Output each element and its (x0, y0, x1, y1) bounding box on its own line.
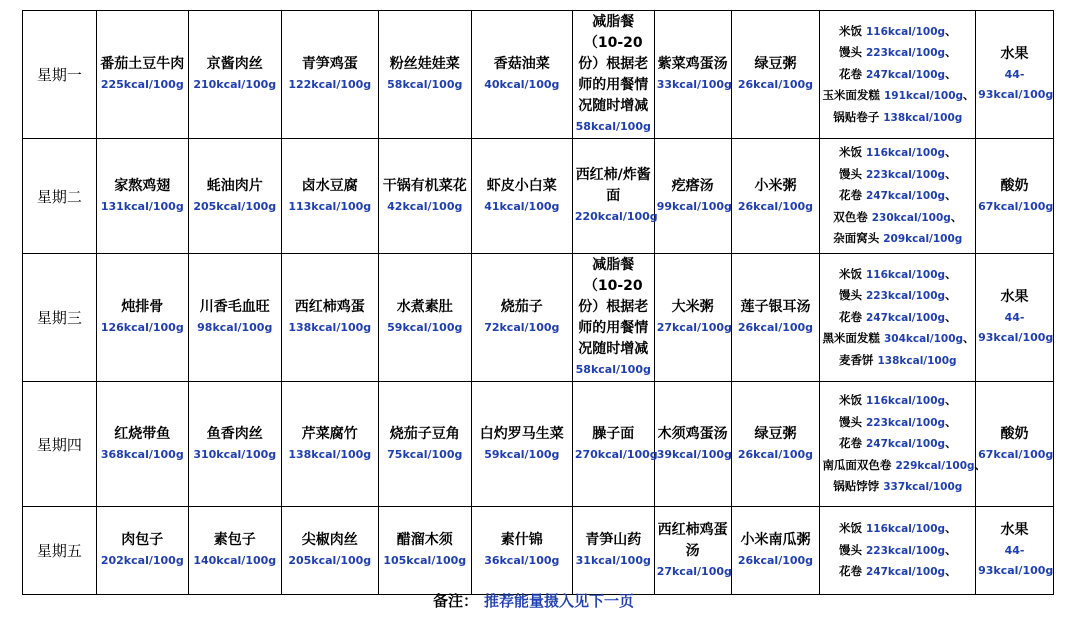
dish-kcal: 59kcal/100g (387, 321, 463, 334)
staple-kcal: 247kcal/100g (865, 311, 946, 324)
dish-cell (731, 139, 820, 254)
dish-cell (572, 11, 654, 139)
dish-kcal: 26kcal/100g (737, 321, 814, 334)
dish-name: 京酱肉丝 (206, 56, 263, 72)
staple-name: 锅贴卷子 (833, 109, 880, 124)
staple-name: 馒头 (838, 542, 862, 557)
day-cell: 星期五 (23, 507, 97, 595)
dish-cell (188, 139, 281, 254)
day-cell: 星期四 (23, 382, 97, 507)
dish-cell (281, 507, 378, 595)
staple-name: 花卷 (838, 309, 862, 324)
note-label: 备注： (432, 592, 478, 610)
staple-item (822, 185, 973, 207)
staple-separator: 、 (945, 166, 957, 181)
dish-name: 肉包子 (121, 532, 164, 548)
dish-cell (572, 139, 658, 254)
staples-cell (820, 139, 976, 254)
dish-cell (96, 11, 188, 139)
day-cell: 星期三 (23, 254, 97, 382)
staple-kcal: 116kcal/100g (865, 268, 946, 281)
dish-kcal: 58kcal/100g (575, 363, 651, 376)
staple-kcal: 304kcal/100g (883, 333, 964, 346)
extra-kcal: 67kcal/100g (978, 447, 1054, 461)
staple-kcal: 209kcal/100g (883, 233, 963, 246)
dish-kcal: 26kcal/100g (737, 447, 814, 461)
dish-kcal: 33kcal/100g (656, 78, 732, 91)
dish-kcal: 205kcal/100g (193, 199, 277, 213)
dish-name: 水煮素肚 (396, 299, 453, 315)
staple-name: 米饭 (838, 521, 862, 536)
dish-name: 绿豆粥 (754, 56, 797, 72)
dish-name: 减脂餐（10-20 份）根据老师的用餐情况随时增减 (578, 14, 649, 114)
dish-cell (731, 11, 820, 139)
dish-cell (188, 507, 281, 595)
staple-kcal: 223kcal/100g (865, 47, 946, 60)
staple-name: 馒头 (838, 166, 862, 181)
dish-kcal: 131kcal/100g (100, 199, 184, 213)
dish-name: 绿豆粥 (754, 425, 797, 442)
staple-item (822, 21, 973, 43)
dish-cell (471, 11, 572, 139)
dish-kcal: 41kcal/100g (484, 199, 560, 213)
staple-kcal: 223kcal/100g (865, 544, 946, 557)
dish-kcal: 26kcal/100g (737, 554, 814, 567)
dish-kcal: 205kcal/100g (288, 554, 372, 567)
dish-cell (96, 139, 188, 254)
dish-name: 家熬鸡翅 (114, 177, 171, 194)
staple-separator: 、 (945, 564, 957, 579)
extra-cell (976, 507, 1054, 595)
staple-name: 米饭 (838, 266, 862, 281)
dish-cell (378, 382, 471, 507)
weekly-menu-table (22, 10, 1054, 595)
staple-item (822, 328, 973, 350)
staple-item (822, 476, 973, 498)
dish-kcal: 27kcal/100g (656, 321, 732, 334)
dish-name: 素包子 (213, 532, 256, 548)
staple-item (822, 307, 973, 329)
staple-kcal: 116kcal/100g (865, 147, 946, 160)
staple-name: 馒头 (838, 288, 862, 303)
dish-kcal: 75kcal/100g (387, 447, 463, 461)
dish-cell (96, 382, 188, 507)
extra-kcal: 67kcal/100g (978, 199, 1054, 213)
dish-kcal: 99kcal/100g (656, 199, 732, 213)
staple-kcal: 223kcal/100g (865, 416, 946, 429)
staple-separator: 、 (945, 66, 957, 81)
staple-name: 花卷 (838, 66, 862, 81)
staple-name: 米饭 (838, 145, 862, 160)
menu-body (23, 11, 1054, 595)
staple-name: 花卷 (838, 188, 862, 203)
staples-cell (820, 254, 976, 382)
staples-cell (820, 382, 987, 507)
dish-name: 小米粥 (754, 177, 797, 194)
dish-cell (188, 254, 281, 382)
staple-name: 馒头 (838, 414, 862, 429)
dish-cell (378, 254, 471, 382)
menu-row (23, 254, 1054, 382)
dish-name: 小米南瓜粥 (740, 532, 811, 548)
dish-name: 鱼香肉丝 (206, 425, 263, 442)
menu-row (23, 11, 1054, 139)
dish-cell (281, 139, 378, 254)
dish-name: 青笋山药 (585, 532, 642, 548)
dish-name: 木须鸡蛋汤 (657, 425, 728, 442)
dish-kcal: 39kcal/100g (656, 447, 732, 461)
dish-cell (378, 507, 471, 595)
staple-kcal: 223kcal/100g (865, 168, 946, 181)
dish-kcal: 310kcal/100g (193, 447, 277, 461)
staple-separator: 、 (963, 331, 975, 346)
staple-kcal: 337kcal/100g (883, 481, 963, 494)
extra-name: 水果 (1000, 46, 1029, 62)
extra-cell (976, 139, 1054, 254)
dish-kcal: 58kcal/100g (575, 120, 651, 133)
dish-cell (572, 382, 658, 507)
dish-cell (378, 11, 471, 139)
extra-name: 酸奶 (1000, 425, 1029, 442)
staple-kcal: 247kcal/100g (865, 438, 946, 451)
dish-cell (96, 507, 188, 595)
dish-kcal: 26kcal/100g (737, 199, 814, 213)
dish-kcal: 270kcal/100g (574, 447, 658, 461)
staple-item (822, 228, 973, 250)
dish-name: 素什锦 (500, 532, 543, 548)
dish-cell (572, 507, 654, 595)
staple-item (822, 164, 973, 186)
staple-name: 花卷 (838, 564, 862, 579)
staple-separator: 、 (945, 393, 957, 408)
dish-cell (281, 11, 378, 139)
dish-cell (188, 11, 281, 139)
dish-name: 西红柿鸡蛋 (294, 299, 365, 315)
dish-name: 减脂餐（10-20 份）根据老师的用餐情况随时增减 (578, 257, 649, 357)
staple-name: 锅贴饽饽 (833, 479, 880, 494)
dish-cell (654, 382, 731, 507)
dish-cell (281, 382, 378, 507)
dish-cell (731, 507, 820, 595)
staple-kcal: 116kcal/100g (865, 25, 946, 38)
staple-separator: 、 (945, 414, 957, 429)
dish-kcal: 59kcal/100g (484, 447, 560, 461)
dish-name: 尖椒肉丝 (301, 532, 358, 548)
dish-cell (96, 254, 188, 382)
staple-item (822, 85, 973, 107)
staple-kcal: 116kcal/100g (865, 395, 946, 408)
staple-name: 麦香饼 (838, 352, 874, 367)
staple-separator: 、 (945, 188, 957, 203)
staples-cell (820, 11, 976, 139)
dish-name: 大米粥 (671, 299, 714, 315)
dish-kcal: 113kcal/100g (288, 199, 372, 213)
staple-kcal: 191kcal/100g (883, 90, 964, 103)
staple-name: 双色卷 (833, 209, 868, 224)
dish-cell (471, 507, 572, 595)
dish-name: 烧茄子 (500, 299, 543, 315)
extra-cell (976, 382, 1054, 507)
staple-name: 杂面窝头 (833, 231, 880, 246)
staple-item (822, 207, 973, 229)
dish-kcal: 27kcal/100g (656, 564, 732, 578)
dish-kcal: 26kcal/100g (737, 78, 814, 91)
staple-separator: 、 (945, 542, 957, 557)
dish-name: 臊子面 (592, 425, 635, 442)
dish-kcal: 202kcal/100g (100, 554, 184, 567)
dish-cell (654, 507, 731, 595)
dish-kcal: 368kcal/100g (100, 447, 184, 461)
staple-separator: 、 (945, 23, 957, 38)
dish-cell (471, 254, 572, 382)
dish-cell (654, 139, 731, 254)
dish-name: 番茄土豆牛肉 (100, 56, 185, 72)
dish-kcal: 126kcal/100g (100, 321, 184, 334)
dish-cell (378, 139, 471, 254)
extra-kcal: 44-93kcal/100g (978, 311, 1054, 344)
dish-kcal: 58kcal/100g (387, 78, 463, 91)
dish-name: 炖排骨 (121, 299, 164, 315)
staple-separator: 、 (945, 266, 957, 281)
dish-name: 青笋鸡蛋 (301, 56, 358, 72)
staple-name: 花卷 (838, 436, 862, 451)
extra-cell (976, 254, 1054, 382)
day-cell: 星期二 (23, 139, 97, 254)
staple-item (822, 285, 973, 307)
staple-separator: 、 (950, 209, 963, 224)
staple-name: 南瓜面双色卷 (822, 457, 892, 472)
staple-item (822, 42, 973, 64)
staple-kcal: 138kcal/100g (877, 354, 957, 367)
dish-kcal: 138kcal/100g (288, 321, 372, 334)
dish-name: 蚝油肉片 (206, 177, 263, 194)
staple-kcal: 223kcal/100g (865, 290, 946, 303)
dish-kcal: 98kcal/100g (197, 321, 273, 334)
menu-row (23, 507, 1054, 595)
dish-kcal: 220kcal/100g (574, 210, 658, 223)
menu-row (23, 382, 1054, 507)
extra-cell (976, 11, 1054, 139)
staple-kcal: 247kcal/100g (865, 566, 946, 579)
footer-note (0, 590, 1067, 611)
staple-item (822, 142, 973, 164)
dish-kcal: 140kcal/100g (193, 554, 277, 567)
staple-kcal: 247kcal/100g (865, 190, 946, 203)
dish-name: 粉丝娃娃菜 (389, 56, 460, 72)
dish-name: 香菇油菜 (493, 56, 550, 72)
dish-name: 紫菜鸡蛋汤 (657, 56, 728, 72)
staple-item (822, 412, 973, 434)
staple-item (822, 350, 973, 372)
staple-item (822, 540, 973, 562)
staple-separator: 、 (945, 436, 957, 451)
staple-name: 米饭 (838, 393, 862, 408)
dish-kcal: 40kcal/100g (484, 78, 560, 91)
staple-separator: 、 (945, 521, 957, 536)
dish-name: 干锅有机菜花 (382, 177, 467, 194)
dish-name: 烧茄子豆角 (389, 425, 460, 442)
dish-kcal: 72kcal/100g (484, 321, 560, 334)
staple-item (822, 264, 973, 286)
dish-cell (654, 11, 731, 139)
staple-item (822, 107, 973, 129)
note-text: 推荐能量摄入见下一页 (484, 592, 635, 610)
staple-kcal: 138kcal/100g (883, 111, 963, 124)
staple-name: 玉米面发糕 (822, 88, 880, 103)
menu-row (23, 139, 1054, 254)
staples-cell (820, 507, 976, 595)
staple-separator: 、 (945, 145, 957, 160)
dish-name: 西红柿鸡蛋汤 (657, 521, 728, 559)
dish-cell (572, 254, 654, 382)
dish-kcal: 42kcal/100g (387, 199, 463, 213)
staple-item (822, 518, 973, 540)
dish-name: 芹菜腐竹 (301, 425, 358, 442)
staple-item (822, 561, 973, 583)
staple-kcal: 247kcal/100g (865, 68, 946, 81)
dish-kcal: 210kcal/100g (193, 78, 277, 91)
staple-separator: 、 (945, 309, 957, 324)
staple-kcal: 230kcal/100g (871, 211, 951, 224)
staple-separator: 、 (974, 457, 987, 472)
extra-name: 酸奶 (1000, 177, 1029, 194)
staple-kcal: 116kcal/100g (865, 523, 946, 536)
extra-name: 水果 (1000, 522, 1029, 538)
extra-name: 水果 (1000, 289, 1029, 305)
staple-separator: 、 (963, 88, 975, 103)
staple-item (822, 455, 987, 477)
dish-kcal: 36kcal/100g (484, 554, 560, 567)
extra-kcal: 44-93kcal/100g (978, 544, 1054, 577)
dish-name: 红烧带鱼 (114, 425, 171, 442)
staple-item (822, 390, 973, 412)
dish-cell (188, 382, 281, 507)
staple-separator: 、 (945, 288, 957, 303)
dish-name: 白灼罗马生菜 (479, 425, 564, 442)
dish-cell (654, 254, 731, 382)
dish-name: 西红柿/炸酱面 (575, 167, 651, 204)
dish-cell (731, 382, 820, 507)
staple-name: 黑米面发糕 (822, 331, 880, 346)
staple-kcal: 229kcal/100g (895, 459, 975, 472)
dish-kcal: 122kcal/100g (288, 78, 372, 91)
day-cell: 星期一 (23, 11, 97, 139)
dish-name: 虾皮小白菜 (486, 177, 557, 194)
dish-name: 莲子银耳汤 (740, 299, 811, 315)
extra-kcal: 44-93kcal/100g (978, 68, 1054, 101)
staple-item (822, 433, 973, 455)
dish-name: 川香毛血旺 (199, 299, 270, 315)
staple-separator: 、 (945, 45, 957, 60)
dish-cell (471, 382, 572, 507)
staple-name: 米饭 (838, 23, 862, 38)
staple-item (822, 64, 973, 86)
dish-kcal: 225kcal/100g (100, 78, 184, 91)
dish-name: 疙瘩汤 (671, 177, 714, 194)
dish-kcal: 31kcal/100g (575, 554, 651, 567)
dish-name: 醋溜木须 (396, 532, 453, 548)
dish-cell (281, 254, 378, 382)
dish-name: 卤水豆腐 (301, 177, 358, 194)
dish-cell (471, 139, 572, 254)
dish-cell (731, 254, 820, 382)
dish-kcal: 105kcal/100g (383, 554, 467, 567)
dish-kcal: 138kcal/100g (288, 447, 372, 461)
staple-name: 馒头 (838, 45, 862, 60)
